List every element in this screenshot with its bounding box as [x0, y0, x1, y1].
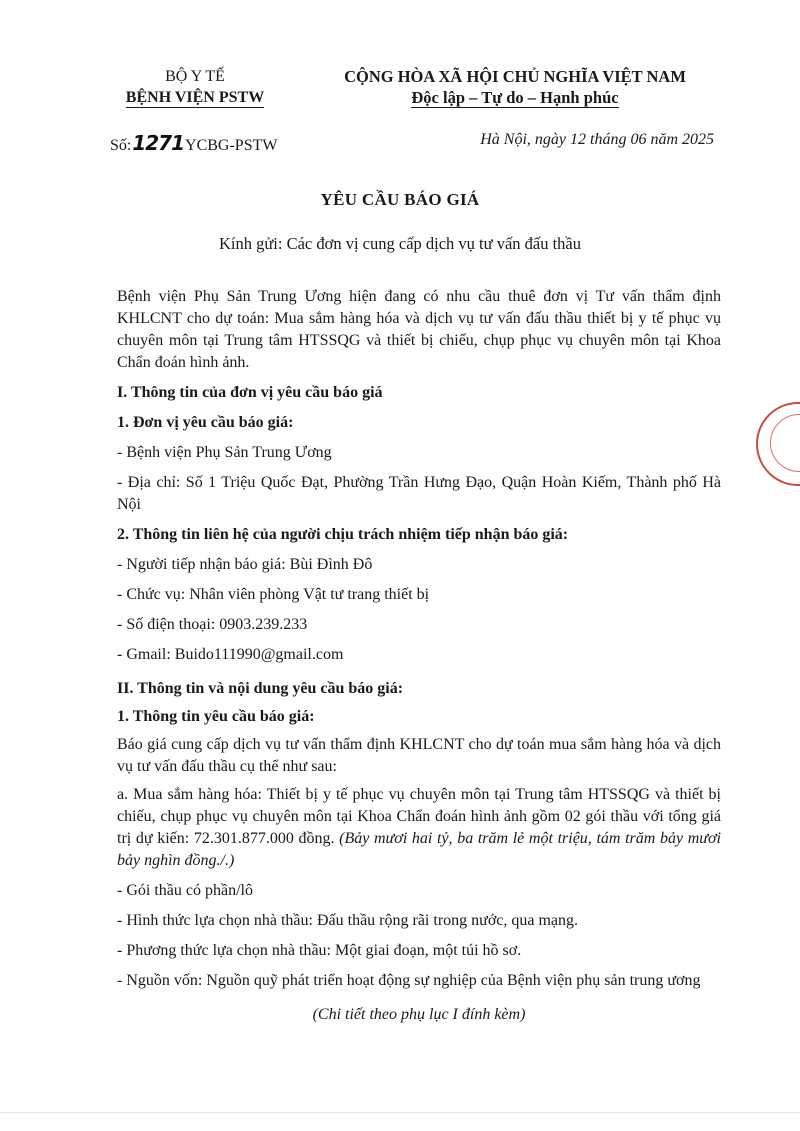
unit-address: - Địa chỉ: Số 1 Triệu Quốc Đạt, Phường Trần Hưng Đạo, Quận Hoàn Kiếm, Thành phố Hà Nội [117, 474, 721, 513]
requesting-unit: - Bệnh viện Phụ Sản Trung Ương [117, 444, 332, 461]
receiver-name: - Người tiếp nhận báo giá: Bùi Đình Đô [117, 556, 373, 573]
intro-paragraph: Bệnh viện Phụ Sản Trung Ương hiện đang có nhu cầu thuê đơn vị Tư vấn thẩm định KHLCNT cho dự toán: Mua sắm hàng hóa và dịch vụ tư vấn đấu thầu thiết bị y tế phục vụ chuyên môn tại Trung tâm HTSSQG và thiết bị chiếu, chụp phục vụ chuyên môn tại Khoa Chẩn đoán hình ảnh. [117, 288, 721, 371]
item-a-paragraph [117, 784, 721, 872]
section-1-1-heading: 1. Đơn vị yêu cầu báo giá: [117, 414, 294, 431]
section-2-heading: II. Thông tin và nội dung yêu cầu báo giá: [117, 680, 404, 697]
document-number [110, 131, 277, 155]
receiver-phone: - Số điện thoại: 0903.239.233 [117, 616, 308, 633]
document-date: Hà Nội, ngày 12 tháng 06 năm 2025 [480, 131, 714, 148]
page-bottom-edge [0, 1112, 800, 1113]
country-name: CỘNG HÒA XÃ HỘI CHỦ NGHĨA VIỆT NAM [344, 67, 686, 86]
national-header [315, 66, 715, 108]
section-2-1-heading: 1. Thông tin yêu cầu báo giá: [117, 708, 315, 725]
greeting: Kính gửi: Các đơn vị cung cấp dịch vụ tư vấn đấu thầu [218, 234, 582, 253]
doc-no-suffix: YCBG-PSTW [185, 137, 278, 154]
item-a-amount-words: (Bảy mươi hai tỷ, ba trăm lẻ một triệu, tám trăm bảy mươi bảy nghìn đồng./.) [117, 830, 721, 869]
selection-form: - Hình thức lựa chọn nhà thầu: Đấu thầu rộng rãi trong nước, qua mạng. [117, 912, 579, 929]
issuer-block [95, 66, 295, 108]
section-1-heading: I. Thông tin của đơn vị yêu cầu báo giá [117, 384, 383, 401]
request-paragraph: Báo giá cung cấp dịch vụ tư vấn thẩm định KHLCNT cho dự toán mua sắm hàng hóa và dịch vụ tư vấn đấu thầu cụ thể như sau: [117, 736, 721, 775]
section-1-2-heading: 2. Thông tin liên hệ của người chịu trách nhiệm tiếp nhận báo giá: [117, 526, 569, 543]
ministry-name: BỘ Y TẾ [165, 68, 225, 85]
lots-note: - Gói thầu có phần/lô [117, 882, 253, 899]
item-a-text: a. Mua sắm hàng hóa: Thiết bị y tế phục vụ chuyên môn tại Trung tâm HTSSQG và thiết bị chiếu, chụp phục vụ chuyên môn tại Khoa Chẩn đoán hình ảnh gồm 02 gói thầu với tổng giá trị dự kiến: 72.301.877.000 đồng. [117, 786, 721, 847]
doc-no-handwritten: 1271 [132, 131, 185, 155]
hospital-name: BỆNH VIỆN PSTW [125, 89, 265, 106]
receiver-position: - Chức vụ: Nhân viên phòng Vật tư trang thiết bị [117, 586, 430, 603]
funding-source: - Nguồn vốn: Nguồn quỹ phát triển hoạt động sự nghiệp của Bệnh viện phụ sản trung ương [117, 972, 701, 989]
appendix-note: (Chi tiết theo phụ lục I đính kèm) [312, 1006, 526, 1023]
doc-no-prefix: Số: [110, 137, 132, 154]
receiver-gmail: - Gmail: Buido111990@gmail.com [117, 646, 344, 663]
national-motto: Độc lập – Tự do – Hạnh phúc [411, 88, 619, 107]
document-title: YÊU CẦU BÁO GIÁ [320, 190, 480, 209]
selection-method: - Phương thức lựa chọn nhà thầu: Một giai đoạn, một túi hồ sơ. [117, 942, 522, 959]
document-body [117, 286, 721, 1026]
